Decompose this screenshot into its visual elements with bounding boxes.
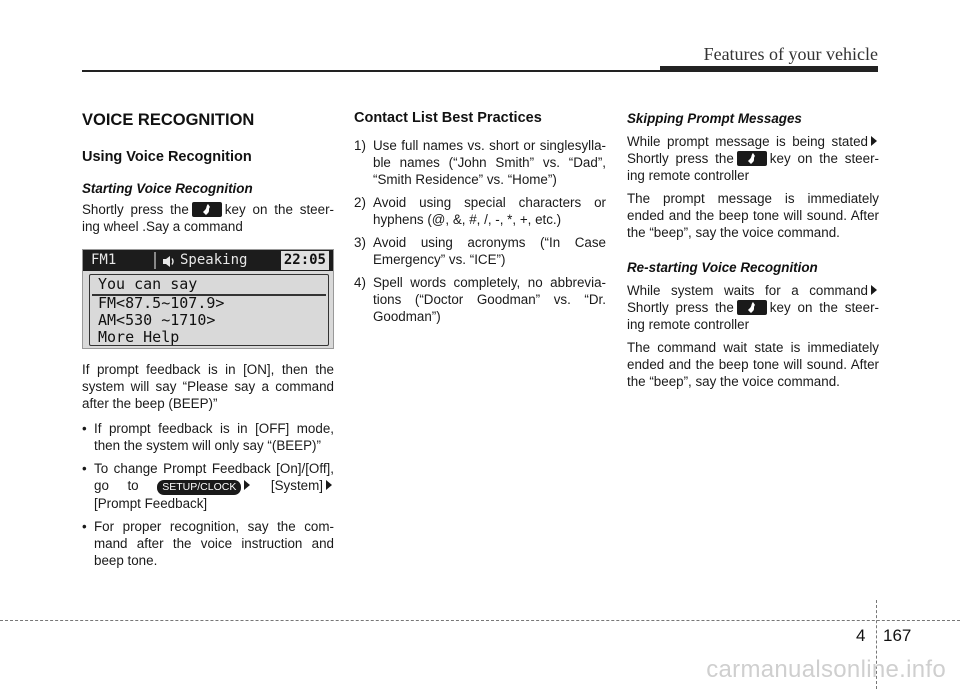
talk-button-icon — [737, 151, 767, 166]
talk-button-icon — [192, 202, 222, 217]
list-item: • To change Prompt Feedback [On]/[Off], go to SETUP/CLOCK [System][Prompt Feedback] — [82, 460, 334, 512]
list-item: • If prompt feedback is in [OFF] mode, then the system will only say “(BEEP)” — [82, 420, 334, 454]
display-line: AM<530 ~1710> — [98, 311, 216, 329]
subheading: Using Voice Recognition — [82, 149, 252, 165]
skip-paragraph: The prompt message is immediately ended and the beep tone will sound. After the “beep”, say the voice command. — [627, 191, 879, 240]
display-line: You can say — [98, 275, 198, 293]
header-rule-accent — [660, 66, 878, 72]
starting-title: Starting Voice Recognition — [82, 181, 253, 196]
list-item: 1) Use full names vs. short or singlesylla-ble names (“John Smith” vs. “Dad”, “Smith Residence” vs. “Home”) — [354, 138, 606, 187]
arrow-right-icon — [326, 480, 332, 490]
section-heading: VOICE RECOGNITION — [82, 111, 255, 129]
starting-paragraph: Shortly press the key on the steer-ing wheel .Say a command — [82, 202, 334, 234]
watermark: carmanualsonline.info — [706, 656, 946, 683]
feedback-paragraph: If prompt feedback is in [ON], then the system will say “Please say a command after the beep (BEEP)” — [82, 362, 334, 411]
footer-rule — [0, 620, 960, 621]
tips-list — [82, 420, 334, 569]
radio-display-screenshot — [82, 249, 334, 349]
speaker-icon — [162, 254, 178, 275]
restart-title: Re-starting Voice Recognition — [627, 260, 818, 275]
skip-title: Skipping Prompt Messages — [627, 111, 802, 126]
middle-column — [354, 110, 606, 331]
list-item: 3) Avoid using acronyms (“In Case Emergency” vs. “ICE”) — [354, 235, 606, 267]
page-number: 167 — [883, 626, 912, 645]
contact-heading: Contact List Best Practices — [354, 110, 542, 126]
arrow-right-icon — [244, 480, 250, 490]
display-line: FM<87.5~107.9> — [98, 294, 225, 312]
display-band: FM1 — [91, 252, 117, 268]
display-time: 22:05 — [281, 251, 329, 270]
right-column — [627, 110, 879, 390]
arrow-right-icon — [871, 285, 877, 295]
arrow-right-icon — [871, 136, 877, 146]
practices-list — [354, 137, 606, 325]
left-column — [82, 110, 334, 575]
list-item: 4) Spell words completely, no abbrevia-tions (“Doctor Goodman” vs. “Dr. Goodman”) — [354, 275, 606, 324]
setup-clock-key: SETUP/CLOCK — [157, 480, 241, 495]
talk-button-icon — [737, 300, 767, 315]
restart-instruction: While system waits for a command Shortly press the key on the steer-ing remote controller — [627, 283, 879, 332]
display-top-bar — [83, 250, 333, 271]
display-line: More Help — [98, 328, 180, 346]
skip-instruction: While prompt message is being stated Shortly press the key on the steer-ing remote controller — [627, 134, 879, 183]
display-separator — [154, 252, 156, 269]
list-item: 2) Avoid using special characters or hyphens (@, &, #, /, -, *, +, etc.) — [354, 195, 606, 227]
restart-paragraph: The command wait state is immediately ended and the beep tone will sound. After the “beep”, say the voice command. — [627, 340, 879, 389]
display-status: Speaking — [180, 252, 248, 268]
display-menu-box — [89, 274, 329, 346]
header-title: Features of your vehicle — [703, 44, 878, 64]
chapter-number: 4 — [856, 626, 866, 645]
list-item: • For proper recognition, say the com-mand after the voice instruction and beep tone. — [82, 518, 334, 569]
